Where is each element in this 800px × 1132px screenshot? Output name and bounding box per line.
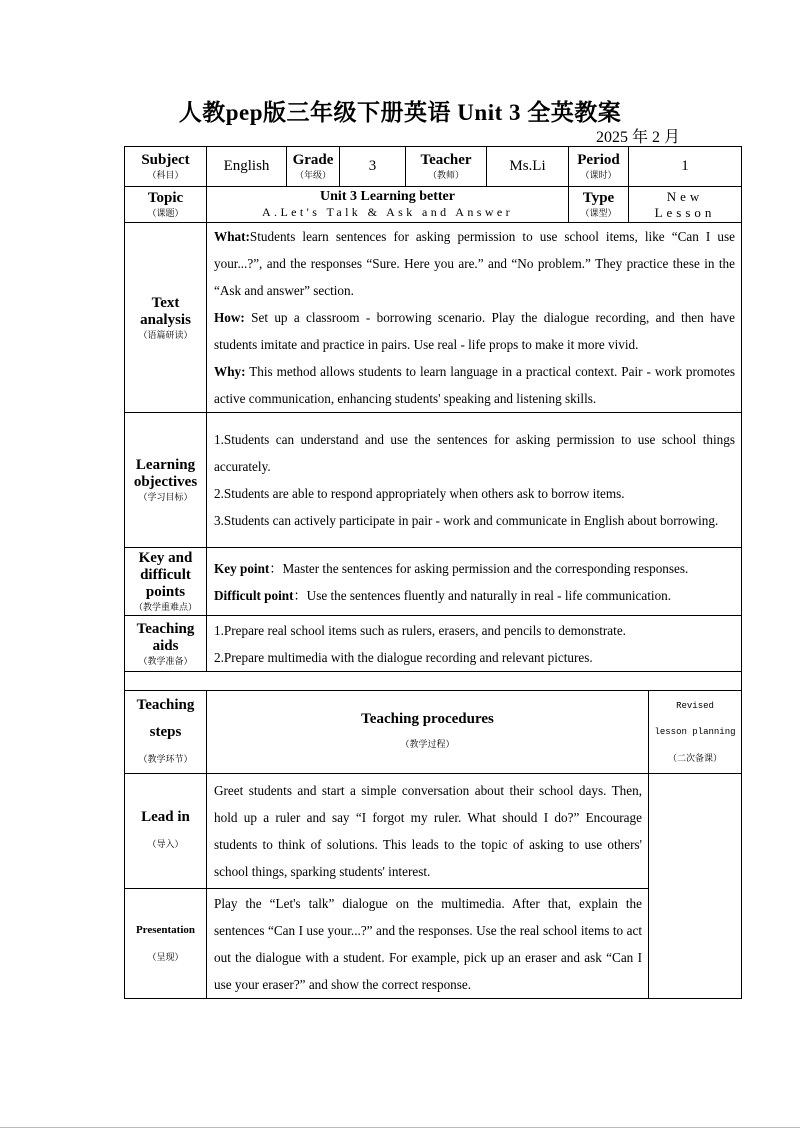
key-point-label: Key point [214, 560, 270, 576]
text-analysis-content [207, 223, 742, 413]
aids-label-1: Teaching [136, 620, 195, 637]
how-label: How: [214, 310, 245, 325]
presentation-content: Play the “Let's talk” dialogue on the multimedia. After that, explain the sentences “Can I use your...?” and the responses. Use the real school items to act out the dialogue with a student. For example, pick up an eraser and ask “Can I use your eraser?” and show the correct response. [207, 889, 649, 999]
procedures-header-cn: （教学过程） [400, 739, 455, 749]
key-point-text: ：Master the sentences for asking permission and the corresponding responses. [269, 560, 689, 576]
steps-header-label: Teaching [136, 696, 195, 713]
spacer-row [125, 672, 742, 691]
type-value-line2: Lesson [654, 204, 716, 220]
aid-item: 1.Prepare real school items such as rulers, erasers, and pencils to demonstrate. [214, 622, 626, 638]
subject-label: Subject [141, 152, 190, 168]
lead-in-step [125, 774, 207, 889]
teacher-value: Ms.Li [487, 147, 569, 187]
what-label: What: [214, 229, 250, 244]
grade-label: Grade [292, 152, 334, 168]
text-analysis-label-1: Text [151, 294, 180, 311]
what-text: Students learn sentences for asking permission to use school items, like “Can I use your...?”, and the responses “Sure. Here you are.” and “No problem.” They practice these in the “Ask and answer” section. [214, 229, 735, 298]
procedures-header [207, 691, 649, 774]
period-value: 1 [629, 147, 742, 187]
period-label: Period [577, 152, 620, 168]
difficult-point-text: ：Use the sentences fluently and naturally in real - life communication. [293, 587, 672, 603]
key-point-line [214, 555, 735, 582]
objectives-label-2: objectives [133, 474, 198, 490]
document-title: 人教pep版三年级下册英语 Unit 3 全英教案 [178, 100, 622, 125]
topic-title: Unit 3 Learning better [320, 189, 455, 204]
lesson-info-table [124, 146, 742, 691]
subject-label-cn: （科目） [147, 170, 184, 180]
why-paragraph [214, 358, 735, 412]
type-value-line1: New [666, 188, 704, 204]
objective-item: 2.Students are able to respond appropriately when others ask to borrow items. [214, 486, 625, 501]
revised-header-cn: （二次备课） [667, 753, 722, 763]
period-label-cn: （课时） [580, 170, 617, 180]
procedures-table [124, 690, 742, 999]
presentation-label: Presentation [135, 923, 196, 936]
subject-label-cell [125, 147, 207, 187]
text-analysis-label-cell [125, 223, 207, 413]
objectives-label-cn: （学习目标） [138, 492, 193, 502]
text-analysis-label-2: analysis [140, 311, 191, 328]
topic-subtitle: A.Let's Talk & Ask and Answer [261, 205, 514, 219]
teacher-label-cell [406, 147, 487, 187]
type-label: Type [582, 190, 615, 206]
aids-content [207, 616, 742, 672]
key-points-label-cell [125, 548, 207, 616]
topic-label-cell [125, 187, 207, 223]
key-points-content [207, 548, 742, 616]
type-label-cell [569, 187, 629, 223]
lead-in-content: Greet students and start a simple conversation about their school days. Then, hold up a ruler and say “I forgot my ruler. What should I do?” Encourage students to think of solutions. This leads to the topic of asking to use others' school things, sparking students' interest. [207, 774, 649, 889]
revised-header-label-1: Revised [676, 701, 714, 711]
aids-label-2: aids [152, 637, 179, 654]
objective-item: 1.Students can understand and use the sentences for asking permission to use school things accurately. [214, 432, 735, 474]
procedures-header-label: Teaching procedures [361, 711, 494, 727]
objectives-label-1: Learning [135, 457, 196, 473]
key-points-label-1: Key and [138, 550, 193, 566]
grade-value: 3 [340, 147, 406, 187]
text-analysis-label-cn: （语篇研读） [138, 329, 193, 340]
why-text: This method allows students to learn language in a practical context. Pair - work promotes active communication, enhancing students' speaking and listening skills. [214, 364, 735, 406]
why-label: Why: [214, 364, 246, 379]
how-text: Set up a classroom - borrowing scenario. Play the dialogue recording, and then have students imitate and practice in pairs. Use real - life props to make it more vivid. [214, 310, 735, 352]
key-points-label-3: points [145, 584, 186, 600]
lead-in-cn: （导入） [147, 839, 184, 849]
objective-item: 3.Students can actively participate in pair - work and communicate in English about borrowing. [214, 513, 719, 528]
objectives-content [207, 413, 742, 548]
presentation-cn: （呈现） [147, 951, 184, 962]
steps-header-label-2: steps [149, 723, 182, 740]
teacher-label: Teacher [420, 152, 472, 168]
aids-label-cn: （教学准备） [138, 655, 193, 666]
page-bottom-divider [0, 1127, 800, 1128]
aid-item: 2.Prepare multimedia with the dialogue recording and relevant pictures. [214, 649, 593, 665]
teacher-label-cn: （教师） [427, 170, 464, 180]
steps-header-cn: （教学环节） [138, 753, 193, 764]
what-paragraph [214, 223, 735, 304]
presentation-step [125, 889, 207, 999]
difficult-point-line [214, 582, 735, 609]
difficult-point-label: Difficult point [214, 587, 294, 603]
type-value-cell [629, 187, 742, 223]
grade-label-cell [287, 147, 340, 187]
subject-value: English [207, 147, 287, 187]
how-paragraph [214, 304, 735, 358]
lead-in-label: Lead in [141, 809, 190, 825]
key-points-label-2: difficult [140, 567, 191, 583]
revised-planning-cell [649, 774, 742, 999]
aids-label-cell [125, 616, 207, 672]
revised-header-label-2: lesson planning [654, 727, 736, 737]
steps-header [125, 691, 207, 774]
revised-header [649, 691, 742, 774]
objectives-label-cell [125, 413, 207, 548]
grade-label-cn: （年级） [294, 170, 331, 180]
key-points-label-cn: （教学重难点） [133, 602, 197, 612]
type-label-cn: （课型） [580, 208, 617, 218]
document-date: 2025 年 2 月 [596, 129, 681, 146]
topic-label: Topic [147, 190, 184, 206]
topic-label-cn: （课题） [147, 208, 184, 218]
period-label-cell [569, 147, 629, 187]
topic-value-cell [207, 187, 569, 223]
